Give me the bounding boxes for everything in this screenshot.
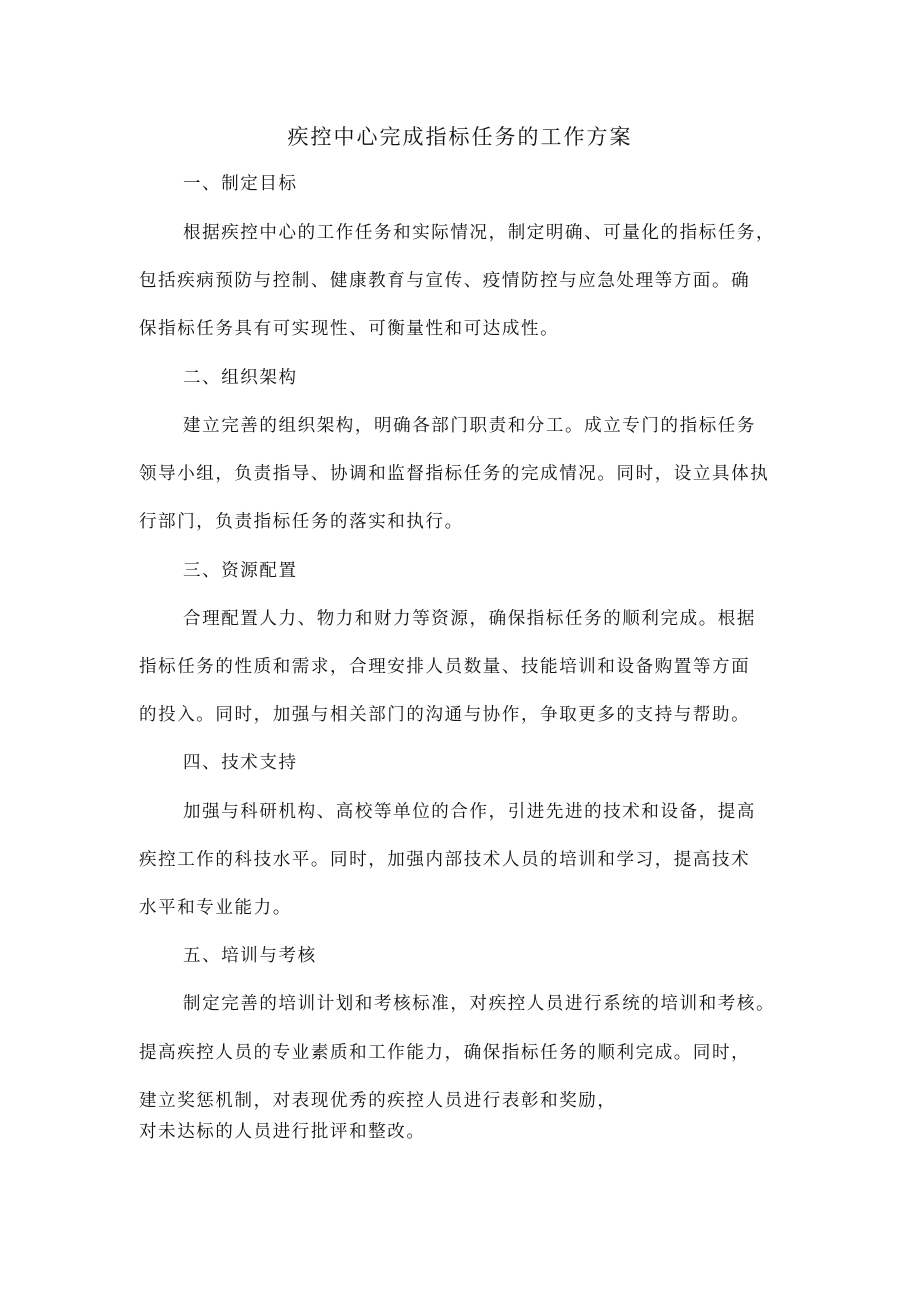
paragraph-line: 行部门，负责指标任务的落实和执行。 [139, 512, 464, 532]
paragraph-line: 建立奖惩机制，对表现优秀的疾控人员进行表彰和奖励， [139, 1091, 617, 1111]
paragraph-line: 加强与科研机构、高校等单位的合作，引进先进的技术和设备，提高 [183, 802, 756, 822]
paragraph-line: 对未达标的人员进行批评和整改。 [139, 1122, 426, 1142]
paragraph-line: 建立完善的组织架构，明确各部门职责和分工。成立专门的指标任务 [183, 416, 756, 436]
section-heading-training: 五、培训与考核 [183, 946, 317, 966]
paragraph-line: 疾控工作的科技水平。同时，加强内部技术人员的培训和学习，提高技术 [139, 850, 751, 870]
paragraph-line: 指标任务的性质和需求，合理安排人员数量、技能培训和设备购置等方面 [139, 657, 751, 677]
section-heading-resources: 三、资源配置 [183, 561, 298, 581]
paragraph-line: 领导小组，负责指导、协调和监督指标任务的完成情况。同时，设立具体执 [139, 464, 770, 484]
paragraph-line: 根据疾控中心的工作任务和实际情况，制定明确、可量化的指标任务， [183, 223, 776, 243]
document-title: 疾控中心完成指标任务的工作方案 [287, 125, 633, 149]
paragraph-line: 水平和专业能力。 [139, 898, 292, 918]
section-heading-goals: 一、制定目标 [183, 174, 298, 194]
paragraph-line: 保指标任务具有可实现性、可衡量性和可达成性。 [139, 319, 560, 339]
paragraph-line: 制定完善的培训计划和考核标准，对疾控人员进行系统的培训和考核。 [183, 994, 776, 1014]
paragraph-line: 提高疾控人员的专业素质和工作能力，确保指标任务的顺利完成。同时， [139, 1043, 751, 1063]
paragraph-line: 合理配置人力、物力和财力等资源，确保指标任务的顺利完成。根据 [183, 609, 756, 629]
section-heading-technology: 四、技术支持 [183, 753, 298, 773]
paragraph-line: 的投入。同时，加强与相关部门的沟通与协作，争取更多的支持与帮助。 [139, 705, 751, 725]
section-heading-organization: 二、组织架构 [183, 368, 298, 388]
paragraph-line: 包括疾病预防与控制、健康教育与宣传、疫情防控与应急处理等方面。确 [139, 271, 751, 291]
